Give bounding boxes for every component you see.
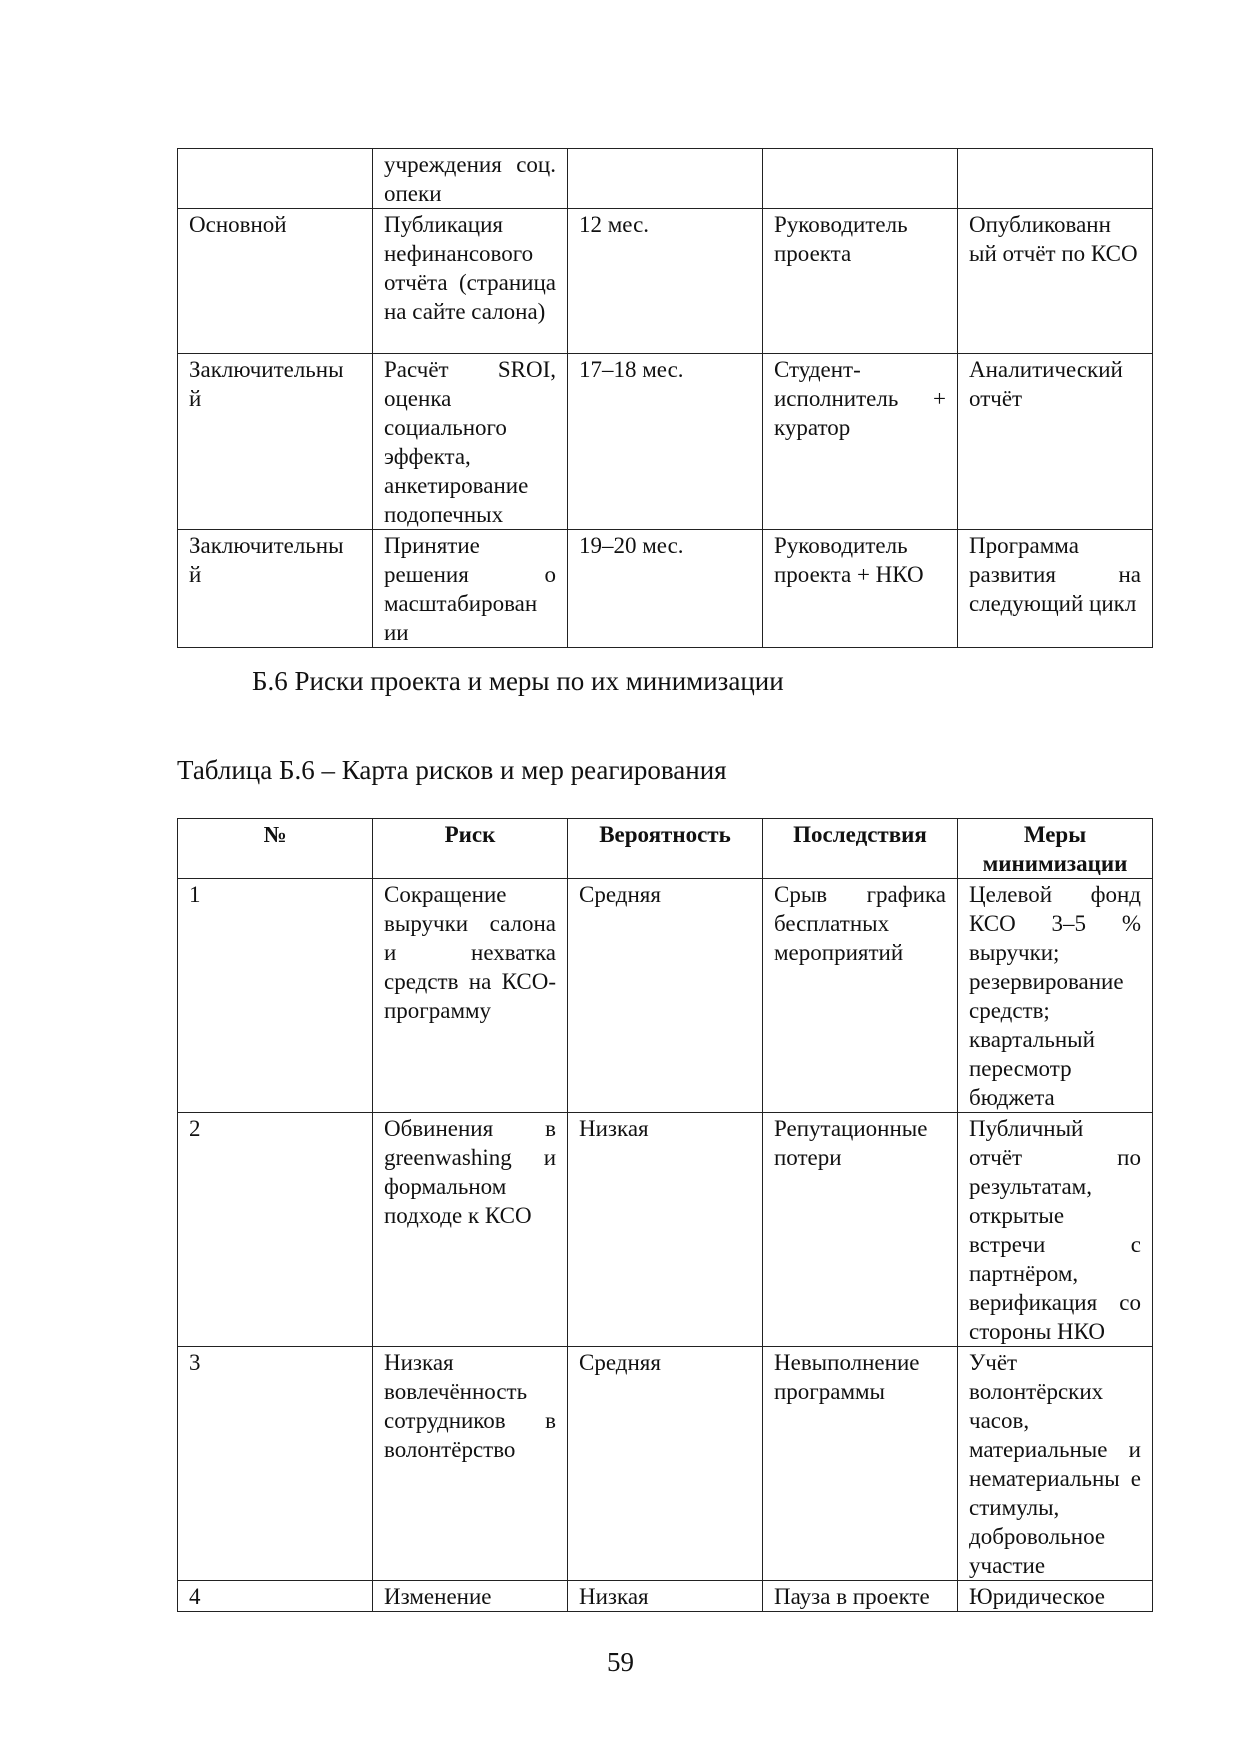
table-cell: учреждения соц. опеки — [373, 149, 568, 209]
table-cell: Учёт волонтёрских часов, материальные и нематериальны е стимулы, добровольное участие — [958, 1347, 1153, 1581]
table-cell: Срыв графика бесплатных мероприятий — [763, 879, 958, 1113]
column-header-mitigation: Меры минимизации — [958, 819, 1153, 879]
table-cell: Обвинения в greenwashing и формальном подходе к КСО — [373, 1113, 568, 1347]
table-cell: Публичный отчёт по результатам, открытые встречи с партнёром, верификация со стороны НКО — [958, 1113, 1153, 1347]
table-cell: Аналитический отчёт — [958, 354, 1153, 530]
table-cell: Средняя — [568, 879, 763, 1113]
table-cell: Программа развития на следующий цикл — [958, 530, 1153, 648]
table-row — [178, 1347, 1153, 1581]
table-cell: 19–20 мес. — [568, 530, 763, 648]
table-cell: Целевой фонд КСО 3–5 % выручки; резервирование средств; квартальный пересмотр бюджета — [958, 879, 1153, 1113]
table-row — [178, 209, 1153, 354]
table-cell: Руководитель проекта + НКО — [763, 530, 958, 648]
table-cell: Заключительны й — [178, 530, 373, 648]
table-cell: Сокращение выручки салона и нехватка средств на КСО-программу — [373, 879, 568, 1113]
table-cell — [763, 149, 958, 209]
table-cell — [958, 149, 1153, 209]
table-cell: Принятие решения о масштабирован ии — [373, 530, 568, 648]
table-row — [178, 879, 1153, 1113]
column-header-consequences: Последствия — [763, 819, 958, 879]
table-cell: Низкая — [568, 1581, 763, 1612]
section-heading: Б.6 Риски проекта и меры по их минимизации — [252, 666, 784, 696]
table-row — [178, 530, 1153, 648]
table-cell: Изменение — [373, 1581, 568, 1612]
table-cell: 1 — [178, 879, 373, 1113]
column-header-risk: Риск — [373, 819, 568, 879]
table-cell: 3 — [178, 1347, 373, 1581]
table-cell: Невыполнение программы — [763, 1347, 958, 1581]
page-number: 59 — [607, 1647, 634, 1677]
column-header-number: № — [178, 819, 373, 879]
table-row — [178, 1581, 1153, 1612]
table-row — [178, 1113, 1153, 1347]
table-cell: Репутационные потери — [763, 1113, 958, 1347]
table-cell: Низкая — [568, 1113, 763, 1347]
table-cell — [178, 149, 373, 209]
table-cell: 2 — [178, 1113, 373, 1347]
table-cell: Руководитель проекта — [763, 209, 958, 354]
table-cell: 12 мес. — [568, 209, 763, 354]
column-header-probability: Вероятность — [568, 819, 763, 879]
table-cell: Студент-исполнитель + куратор — [763, 354, 958, 530]
table-cell: 17–18 мес. — [568, 354, 763, 530]
table-row — [178, 354, 1153, 530]
table-header-row — [178, 819, 1153, 879]
table-cell: Расчёт SROI, оценка социального эффекта, анкетирование подопечных — [373, 354, 568, 530]
table-row — [178, 149, 1153, 209]
table-caption: Таблица Б.6 – Карта рисков и мер реагирования — [177, 755, 727, 785]
table-cell: Заключительны й — [178, 354, 373, 530]
table-cell: Основной — [178, 209, 373, 354]
table-cell: Средняя — [568, 1347, 763, 1581]
table-cell: Юридическое — [958, 1581, 1153, 1612]
risk-map-table — [177, 818, 1153, 1612]
table-cell: 4 — [178, 1581, 373, 1612]
table-cell — [568, 149, 763, 209]
table-cell: Низкая вовлечённость сотрудников в волонтёрство — [373, 1347, 568, 1581]
project-stages-table-continuation — [177, 148, 1153, 648]
table-cell: Публикация нефинансового отчёта (страница на сайте салона) — [373, 209, 568, 354]
table-cell: Пауза в проекте — [763, 1581, 958, 1612]
table-cell: Опубликованн ый отчёт по КСО — [958, 209, 1153, 354]
